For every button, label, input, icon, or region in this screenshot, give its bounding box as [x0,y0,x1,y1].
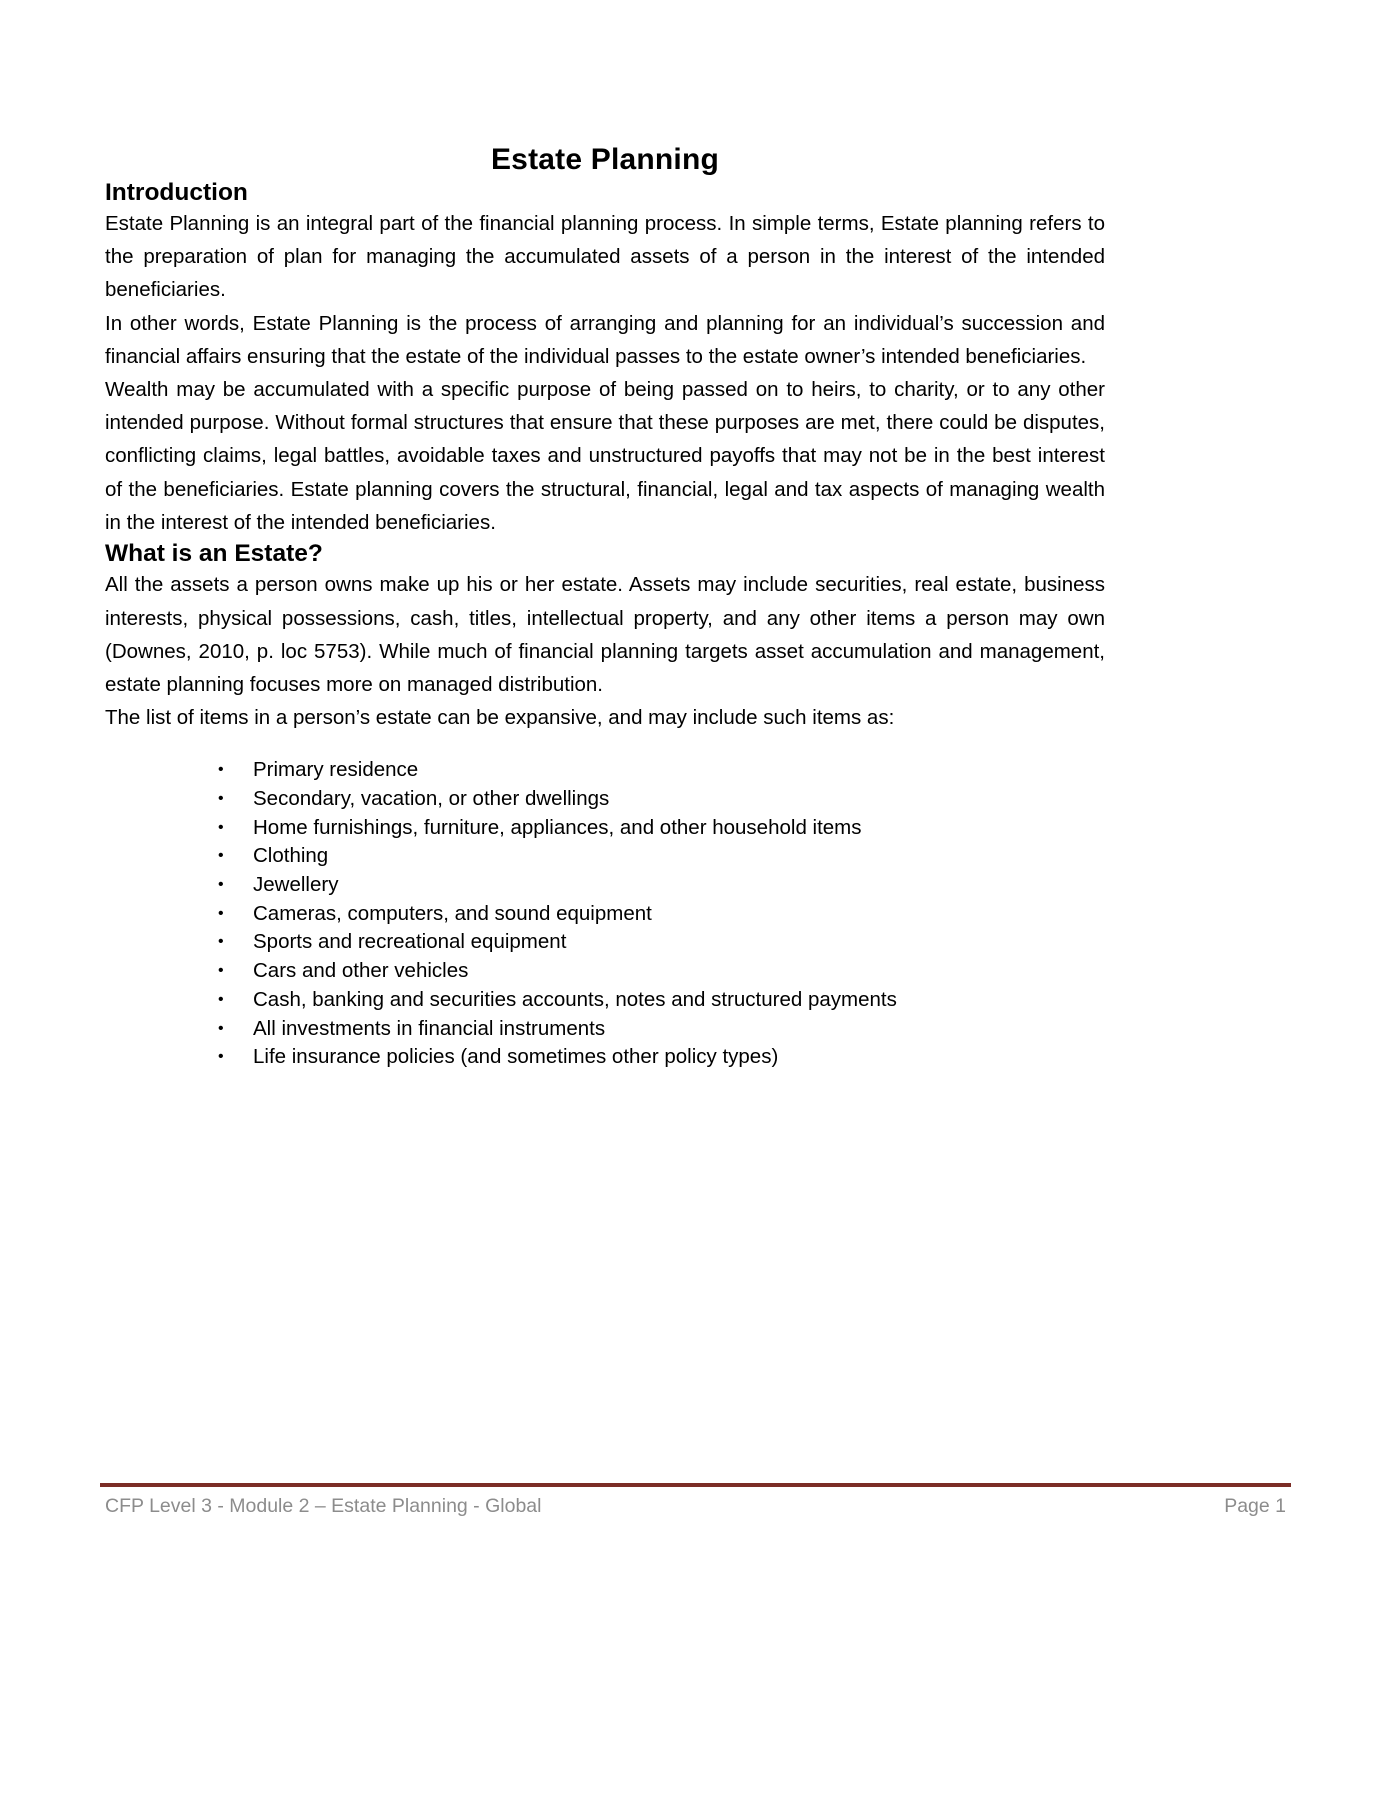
introduction-paragraph-1: Estate Planning is an integral part of the financial planning process. In simple terms, Estate planning refers to the preparation of plan for managing the accumulated assets of a person in the interest of the intended beneficiaries. [105,211,1105,302]
list-item [218,756,1105,785]
list-item [218,900,1105,929]
bullet-icon: • [218,818,224,836]
page-footer [100,1483,1291,1518]
estate-paragraph-1: All the assets a person owns make up his or her estate. Assets may include securities, real estate, business interests, physical possessions, cash, titles, intellectual property, and any other items a person may own (Downes, 2010, p. loc 5753). While much of financial planning targets asset accumulation and management, estate planning focuses more on managed distribution. [105,573,1105,696]
list-item [218,986,1105,1015]
list-item [218,842,1105,871]
bullet-icon: • [218,990,224,1008]
list-item [218,1043,1105,1072]
list-item [218,814,1105,843]
bullet-icon: • [218,876,224,894]
bullet-icon: • [218,847,224,865]
page-title: Estate Planning [490,143,720,176]
list-item [218,928,1105,957]
list-item [218,1015,1105,1044]
estate-items-list [105,756,1105,1072]
list-item-label: Sports and recreational equipment [253,930,567,954]
footer-divider [100,1483,1291,1487]
footer-page-number: Page 1 [1224,1495,1286,1517]
document-content [105,0,1105,1072]
bullet-icon: • [218,933,224,951]
footer-course-label: CFP Level 3 - Module 2 – Estate Planning - Global [105,1495,542,1517]
list-item-label: Cash, banking and securities accounts, notes and structured payments [253,987,897,1011]
list-item-label: Primary residence [253,758,419,782]
list-item [218,957,1105,986]
bullet-icon: • [218,761,224,779]
introduction-paragraph-3: Wealth may be accumulated with a specific purpose of being passed on to heirs, to charity, or to any other intended purpose. Without formal structures that ensure that these purposes are met, there could be disputes, conflicting claims, legal battles, avoidable taxes and unstructured payoffs that may not be in the best interest of the beneficiaries. Estate planning covers the structural, financial, legal and tax aspects of managing wealth in the interest of the intended beneficiaries. [105,377,1105,534]
bullet-icon: • [218,962,224,980]
bullet-icon: • [218,790,224,808]
list-item-label: Cars and other vehicles [253,959,469,983]
list-item [218,871,1105,900]
section-heading-what-is-an-estate: What is an Estate? [105,539,323,567]
section-heading-introduction: Introduction [105,178,248,206]
list-item-label: Secondary, vacation, or other dwellings [253,787,610,811]
list-item-label: Cameras, computers, and sound equipment [253,901,652,925]
list-item-label: Life insurance policies (and sometimes other policy types) [253,1045,779,1069]
list-item-label: All investments in financial instruments [253,1016,606,1040]
list-item [218,785,1105,814]
list-item-label: Home furnishings, furniture, appliances, and other household items [253,815,862,839]
estate-paragraph-2: The list of items in a person’s estate can be expansive, and may include such items as: [105,706,895,730]
bullet-icon: • [218,1048,224,1066]
introduction-paragraph-2: In other words, Estate Planning is the process of arranging and planning for an individual’s succession and financial affairs ensuring that the estate of the individual passes to the estate owner’s intended beneficiaries. [105,311,1105,368]
list-item-label: Jewellery [253,873,339,897]
bullet-icon: • [218,1019,224,1037]
list-item-label: Clothing [253,844,329,868]
bullet-icon: • [218,904,224,922]
